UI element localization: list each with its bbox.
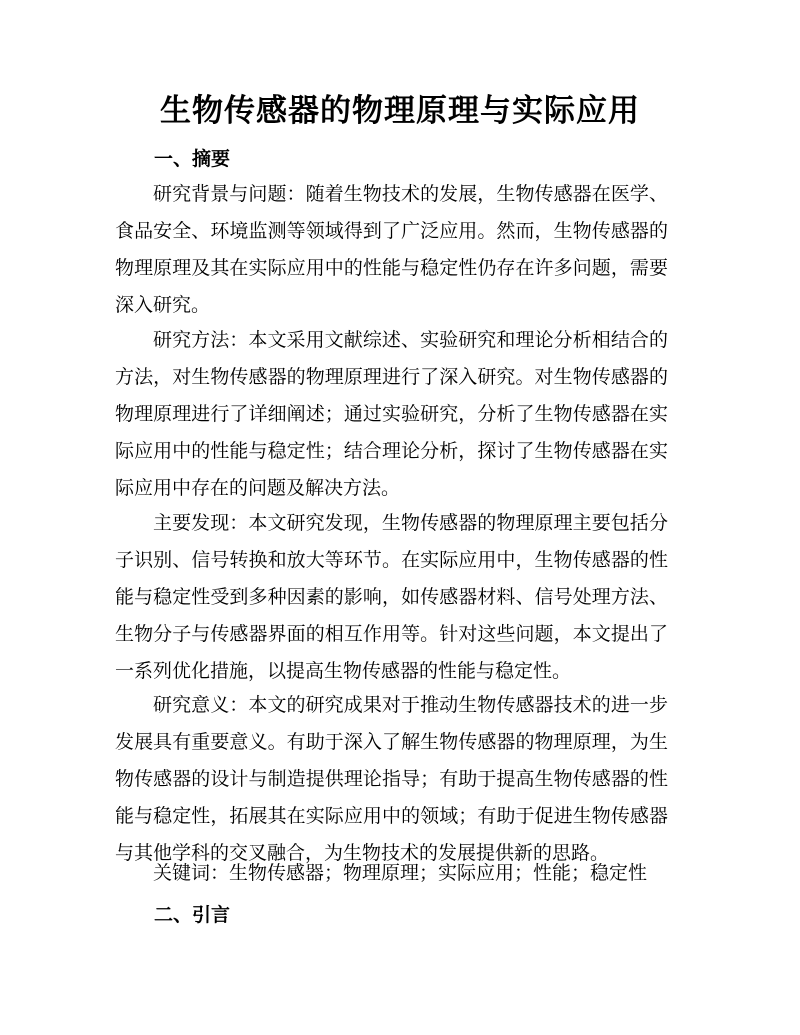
document-title: 生物传感器的物理原理与实际应用	[160, 93, 640, 129]
abstract-background-paragraph: 研究背景与问题：随着生物技术的发展，生物传感器在医学、食品安全、环境监测等领域得到了广泛应用。然而，生物传感器的物理原理及其在实际应用中的性能与稳定性仍存在许多问题，需要深入研究。	[115, 183, 668, 316]
abstract-methods-paragraph: 研究方法：本文采用文献综述、实验研究和理论分析相结合的方法，对生物传感器的物理原理进行了深入研究。对生物传感器的物理原理进行了详细阐述；通过实验研究，分析了生物传感器在实际应用中的性能与稳定性；结合理论分析，探讨了生物传感器在实际应用中存在的问题及解决方法。	[115, 329, 668, 499]
abstract-significance-paragraph: 研究意义：本文的研究成果对于推动生物传感器技术的进一步发展具有重要意义。有助于深入了解生物传感器的物理原理，为生物传感器的设计与制造提供理论指导；有助于提高生物传感器的性能与稳定性，拓展其在实际应用中的领域；有助于促进生物传感器与其他学科的交叉融合，为生物技术的发展提供新的思路。	[115, 694, 668, 864]
section-heading-abstract: 一、摘要	[154, 148, 231, 170]
keywords-line: 关键词：生物传感器；物理原理；实际应用；性能；稳定性	[153, 862, 648, 884]
abstract-findings-paragraph: 主要发现：本文研究发现，生物传感器的物理原理主要包括分子识别、信号转换和放大等环节。在实际应用中，生物传感器的性能与稳定性受到多种因素的影响，如传感器材料、信号处理方法、生物分子与传感器界面的相互作用等。针对这些问题，本文提出了一系列优化措施，以提高生物传感器的性能与稳定性。	[115, 512, 668, 682]
section-heading-introduction: 二、引言	[154, 904, 231, 926]
